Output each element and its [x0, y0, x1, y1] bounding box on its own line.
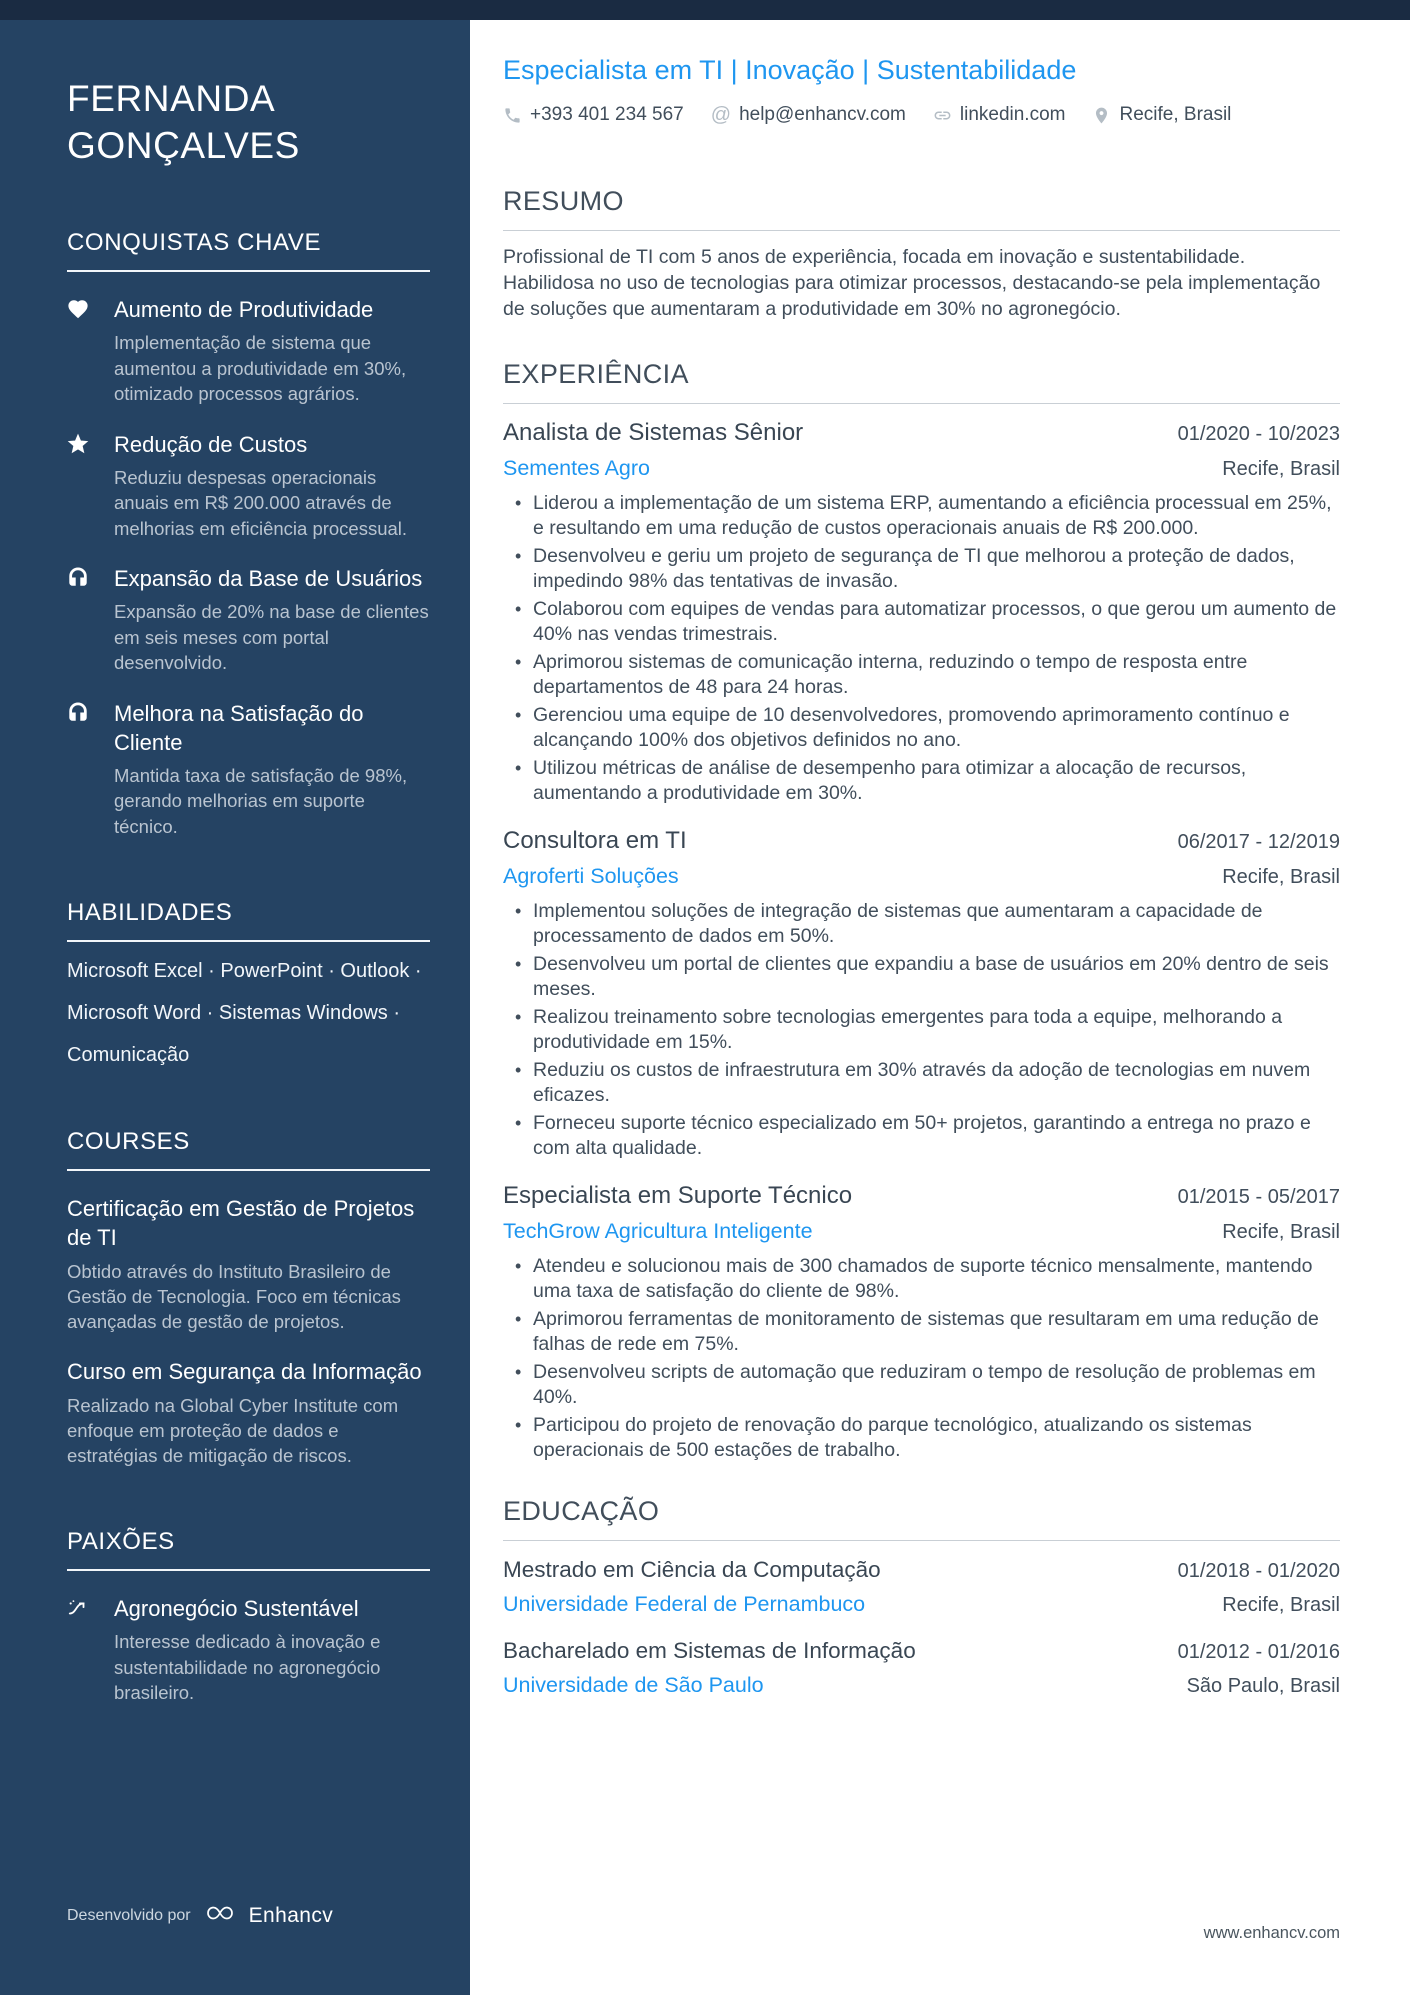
achievement-description: Implementação de sistema que aumentou a produtividade em 30%, otimizado processos agrários.	[114, 332, 407, 404]
sidebar	[0, 0, 470, 1995]
passion-description: Interesse dedicado à inovação e sustentabilidade no agronegócio brasileiro.	[114, 1631, 381, 1703]
headset-icon	[67, 699, 114, 840]
achievement-item	[67, 699, 430, 840]
at-sign-icon: @	[710, 103, 732, 126]
job-bullet: • Desenvolveu um portal de clientes que expandiu a base de usuários em 20% dentro de seis meses.	[533, 952, 1340, 1002]
candidate-name: FERNANDA GONÇALVES	[67, 78, 300, 166]
achievements-heading: CONQUISTAS CHAVE	[67, 229, 322, 256]
achievement-item	[67, 295, 430, 407]
job-company: TechGrow Agricultura Inteligente	[503, 1219, 813, 1243]
linkedin-entry[interactable]	[933, 104, 1066, 126]
job-bullet: • Gerenciou uma equipe de 10 desenvolvedores, promovendo aprimoramento contínuo e alcançando 100% dos objetivos definidos no ano.	[533, 703, 1340, 753]
job-title: Especialista em Suporte Técnico	[503, 1182, 853, 1209]
main-content	[470, 0, 1410, 1995]
job-bullet: • Aprimorou ferramentas de monitoramento de sistemas que resultaram em uma redução de falhas de rede em 75%.	[533, 1307, 1340, 1357]
passions-heading: PAIXÕES	[67, 1528, 175, 1555]
resume-headline: Especialista em TI | Inovação | Sustentabilidade	[503, 55, 1077, 85]
linkedin-link[interactable]: linkedin.com	[959, 104, 1066, 125]
job-bullet: • Forneceu suporte técnico especializado em 50+ projetos, garantindo a entrega no prazo e com alta qualidade.	[533, 1111, 1340, 1161]
job-bullet: • Liderou a implementação de um sistema ERP, aumentando a eficiência processual em 25%, e resultando em uma redução de custos operacionais anuais de R$ 200.000.	[533, 491, 1340, 541]
job-entry	[503, 827, 1340, 1161]
section-divider	[67, 1169, 430, 1171]
job-location: Recife, Brasil	[1222, 866, 1340, 888]
achievement-title: Aumento de Produtividade	[114, 297, 374, 322]
phone-icon	[503, 106, 522, 125]
passions-section	[67, 1528, 430, 1706]
section-divider	[503, 230, 1340, 231]
degree-title: Bacharelado em Sistemas de Informação	[503, 1638, 916, 1663]
achievement-item	[67, 430, 430, 542]
achievement-title: Redução de Custos	[114, 431, 308, 457]
job-bullet: • Desenvolveu e geriu um projeto de segurança de TI que melhorou a proteção de dados, impedindo 98% das tentativas de invasão.	[533, 544, 1340, 594]
job-bullets	[503, 491, 1340, 806]
job-bullet: • Colaborou com equipes de vendas para automatizar processos, o que gerou um aumento de 40% nas vendas trimestrais.	[533, 597, 1340, 647]
degree-school: Universidade de São Paulo	[503, 1673, 764, 1697]
degree-location: São Paulo, Brasil	[1186, 1675, 1340, 1697]
job-bullet: • Participou do projeto de renovação do parque tecnológico, atualizando os sistemas operacionais de 500 estações de trabalho.	[533, 1413, 1340, 1463]
job-bullet: • Realizou treinamento sobre tecnologias emergentes para toda a equipe, melhorando a produtividade em 15%.	[533, 1005, 1340, 1055]
contact-row	[503, 104, 1340, 126]
job-bullet: • Aprimorou sistemas de comunicação interna, reduzindo o tempo de resposta entre departamentos de 48 para 24 horas.	[533, 650, 1340, 700]
brand-wordmark: Enhancv	[248, 1903, 334, 1927]
experience-section	[503, 359, 1340, 1463]
job-bullet: • Reduziu os custos de infraestrutura em 30% através da adoção de tecnologias em nuvem eficazes.	[533, 1058, 1340, 1108]
enhancv-infinity-logo-icon	[202, 1900, 238, 1931]
email-address[interactable]: help@enhancv.com	[739, 104, 906, 125]
section-divider	[67, 940, 430, 942]
job-bullet: • Utilizou métricas de análise de desempenho para otimizar a alocação de recursos, aumentando a produtividade em 30%.	[533, 756, 1340, 806]
link-icon	[933, 106, 952, 125]
section-divider	[503, 403, 1340, 404]
job-company: Agroferti Soluções	[503, 864, 679, 888]
job-bullet: • Implementou soluções de integração de sistemas que aumentaram a capacidade de processamento de dados em 50%.	[533, 899, 1340, 949]
location-entry	[1092, 104, 1231, 126]
trending-arrow-icon	[67, 1594, 114, 1706]
job-title: Consultora em TI	[503, 827, 687, 854]
summary-heading: RESUMO	[503, 186, 624, 216]
top-accent-bar	[0, 0, 1410, 20]
job-dates: 01/2020 - 10/2023	[1177, 423, 1340, 445]
job-bullet: • Atendeu e solucionou mais de 300 chamados de suporte técnico mensalmente, mantendo uma taxa de satisfação do cliente de 98%.	[533, 1254, 1340, 1304]
summary-text: Profissional de TI com 5 anos de experiência, focada em inovação e sustentabilidade. Habilidosa no uso de tecnologias para otimizar processos, destacando-se pela implementação de soluções que aumentaram a produtividade em 30% no agronegócio.	[503, 246, 1321, 320]
degree-title: Mestrado em Ciência da Computação	[503, 1557, 881, 1582]
star-icon	[67, 430, 114, 542]
degree-entry	[503, 1557, 1340, 1617]
degree-location: Recife, Brasil	[1222, 1594, 1340, 1616]
summary-section	[503, 186, 1340, 322]
job-title: Analista de Sistemas Sênior	[503, 419, 804, 446]
enhancv-website-link[interactable]: www.enhancv.com	[1203, 1924, 1340, 1942]
skill-line: Microsoft Word · Sistemas Windows ·	[67, 1002, 401, 1024]
sidebar-footer	[67, 1900, 333, 1931]
section-divider	[503, 1540, 1340, 1541]
degree-dates: 01/2012 - 01/2016	[1177, 1641, 1340, 1663]
job-entry	[503, 1182, 1340, 1463]
skill-line: Microsoft Excel · PowerPoint · Outlook ·	[67, 960, 422, 982]
job-bullets	[503, 899, 1340, 1161]
job-location: Recife, Brasil	[1222, 1221, 1340, 1243]
degree-school: Universidade Federal de Pernambuco	[503, 1592, 866, 1616]
course-item	[67, 1357, 430, 1468]
passion-item	[67, 1594, 430, 1706]
course-item	[67, 1194, 430, 1334]
section-divider	[67, 270, 430, 272]
courses-heading: COURSES	[67, 1128, 190, 1155]
achievement-title: Melhora na Satisfação do Cliente	[114, 700, 364, 755]
job-location: Recife, Brasil	[1222, 458, 1340, 480]
location-text: Recife, Brasil	[1119, 104, 1232, 125]
achievement-description: Expansão de 20% na base de clientes em seis meses com portal desenvolvido.	[114, 601, 429, 673]
phone-entry	[503, 104, 684, 126]
courses-section	[67, 1128, 430, 1468]
experience-heading: EXPERIÊNCIA	[503, 359, 689, 389]
job-dates: 06/2017 - 12/2019	[1177, 831, 1340, 853]
achievement-title: Expansão da Base de Usuários	[114, 566, 423, 591]
passion-title: Agronegócio Sustentável	[114, 1596, 359, 1621]
course-description: Obtido através do Instituto Brasileiro de Gestão de Tecnologia. Foco em técnicas avançadas de gestão de projetos.	[67, 1261, 401, 1332]
job-company: Sementes Agro	[503, 456, 651, 480]
degree-entry	[503, 1638, 1340, 1698]
developed-by-label: Desenvolvido por	[67, 1906, 191, 1924]
achievements-section	[67, 229, 430, 839]
course-title: Certificação em Gestão de Projetos de TI	[67, 1196, 415, 1250]
email-entry[interactable]	[711, 104, 906, 126]
heart-icon	[67, 295, 114, 407]
section-divider	[67, 1569, 430, 1571]
course-description: Realizado na Global Cyber Institute com enfoque em proteção de dados e estratégias de mitigação de riscos.	[67, 1395, 399, 1466]
course-title: Curso em Segurança da Informação	[67, 1359, 422, 1384]
achievement-item	[67, 564, 430, 676]
job-bullet: • Desenvolveu scripts de automação que reduziram o tempo de resolução de problemas em 40%.	[533, 1360, 1340, 1410]
skills-section	[67, 899, 430, 1068]
job-bullets	[503, 1254, 1340, 1463]
education-section	[503, 1496, 1340, 1698]
job-dates: 01/2015 - 05/2017	[1177, 1186, 1340, 1208]
achievement-description: Reduziu despesas operacionais anuais em R$ 200.000 através de melhorias em eficiência processual.	[114, 466, 408, 539]
job-entry	[503, 419, 1340, 806]
education-heading: EDUCAÇÃO	[503, 1496, 660, 1526]
achievement-description: Mantida taxa de satisfação de 98%, gerando melhorias em suporte técnico.	[114, 764, 408, 837]
skill-line: Comunicação	[67, 1044, 190, 1066]
phone-number: +393 401 234 567	[530, 104, 684, 125]
skills-heading: HABILIDADES	[67, 899, 233, 926]
headset-icon	[67, 564, 114, 676]
location-pin-icon	[1092, 106, 1111, 125]
degree-dates: 01/2018 - 01/2020	[1177, 1560, 1340, 1582]
